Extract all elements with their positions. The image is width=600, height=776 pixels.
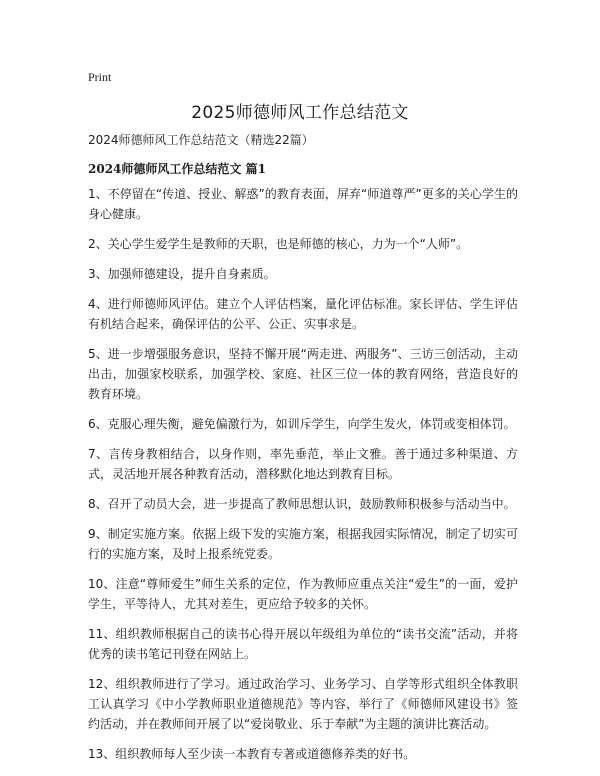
list-item: 10、注意“尊师爱生”师生关系的定位，作为教师应重点关注“爱生”的一面，爱护学生，平等待人，尤其对差生，更应给予较多的关怀。 bbox=[88, 577, 518, 611]
document-subtitle: 2024师德师风工作总结范文（精选22篇） bbox=[88, 133, 314, 147]
print-link[interactable]: Print bbox=[88, 70, 112, 84]
list-item: 3、加强师德建设，提升自身素质。 bbox=[88, 267, 276, 281]
list-item: 13、组织教师每人至少读一本教育专著或道德修养类的好书。 bbox=[88, 747, 416, 761]
list-item: 5、进一步增强服务意识，坚持不懈开展“两走进、两服务”、三访三创活动，主动出击，加强家校联系，加强学校、家庭、社区三位一体的教育网络，营造良好的教育环境。 bbox=[88, 347, 518, 401]
list-item: 12、组织教师进行了学习。通过政治学习、业务学习、自学等形式组织全体教职工认真学习《中小学教师职业道德规范》等内容，举行了《师德师风建设书》签约活动，并在教师间开展了以“爱岗敬业、乐于奉献”为主题的演讲比赛活动。 bbox=[88, 677, 518, 731]
list-item: 8、召开了动员大会，进一步提高了教师思想认识，鼓励教师积极参与活动当中。 bbox=[88, 497, 516, 511]
list-item: 4、进行师德师风评估。建立个人评估档案，量化评估标准。家长评估、学生评估有机结合起来，确保评估的公平、公正、实事求是。 bbox=[88, 297, 518, 331]
list-item: 9、制定实施方案。依据上级下发的实施方案，根据我园实际情况，制定了切实可行的实施方案，及时上报系统党委。 bbox=[88, 527, 518, 561]
section-heading: 2024师德师风工作总结范文 篇1 bbox=[88, 162, 266, 176]
list-item: 11、组织教师根据自己的读书心得开展以年级组为单位的“读书交流”活动，并将优秀的读书笔记刊登在网站上。 bbox=[88, 627, 518, 661]
list-item: 1、不停留在“传道、授业、解惑”的教育表面，屏弃“师道尊严”更多的关心学生的身心健康。 bbox=[88, 187, 518, 221]
item-list bbox=[88, 184, 518, 774]
list-item: 2、关心学生爱学生是教师的天职，也是师德的核心，力为一个“人师”。 bbox=[88, 237, 469, 251]
document-title: 2025师德师风工作总结范文 bbox=[191, 103, 409, 123]
list-item: 7、言传身教相结合，以身作则，率先垂范，举止文雅。善于通过多种渠道、方式，灵活地开展各种教育活动，潜移默化地达到教育目标。 bbox=[88, 447, 518, 481]
list-item: 6、克服心理失衡，避免偏激行为，如训斥学生，向学生发火，体罚或变相体罚。 bbox=[88, 417, 516, 431]
